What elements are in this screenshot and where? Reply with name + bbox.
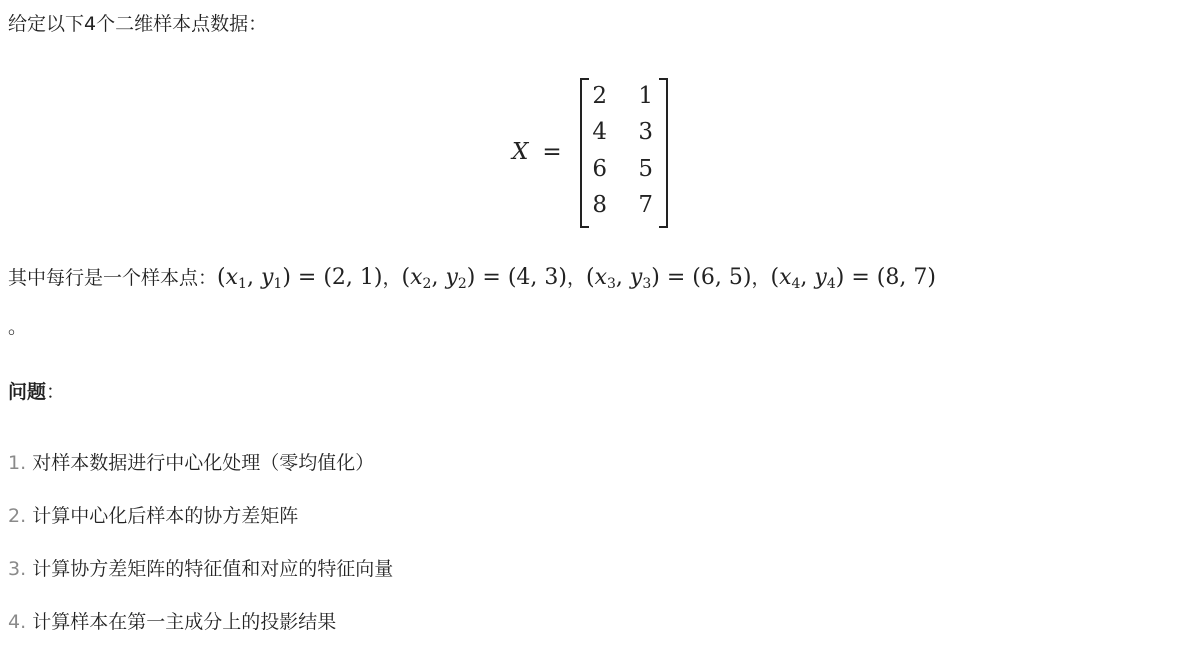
right-bracket (659, 78, 668, 228)
list-item: 3. 计算协方差矩阵的特征值和对应的特征向量 (8, 558, 394, 580)
matrix-name: X (512, 139, 529, 165)
list-item: 4. 计算样本在第一主成分上的投影结果 (8, 611, 337, 633)
sample-point: ($x_1$, $y_1) = (2$, 1) (217, 265, 383, 292)
list-item: 1. 对样本数据进行中心化处理（零均值化） (8, 452, 375, 474)
matrix-cell: 2 (592, 83, 607, 109)
sample-point: ($x_2$, $y_2) = (4$, 3) (401, 265, 567, 292)
matrix-cell: 6 (592, 156, 607, 182)
period-mark: 。 (8, 316, 28, 338)
list-item: 2. 计算中心化后样本的协方差矩阵 (8, 505, 299, 527)
question-heading: 问题： (8, 381, 66, 403)
matrix-cell: 7 (638, 192, 653, 218)
matrix-cell: 5 (638, 156, 653, 182)
equals-sign: = (542, 139, 562, 165)
matrix-equation (512, 78, 668, 226)
matrix-cell: 8 (592, 192, 607, 218)
matrix-body (580, 78, 668, 226)
matrix-cell: 1 (638, 83, 653, 109)
samples-prefix: 其中每行是一个样本点： (8, 267, 218, 289)
matrix-cell: 3 (638, 119, 653, 145)
sample-point: ($x_3$, $y_3) = (6$, 5) (585, 265, 752, 292)
matrix-cell: 4 (592, 119, 607, 145)
intro-text: 给定以下4个二维样本点数据： (8, 13, 268, 35)
samples-sentence: 其中每行是一个样本点：($x_1$, $y_1) = (2$, 1)，($x_2$, $y_2) = (4$, 3)，($x_3$, $y_3) = (6$, 5)，($x_4$, $y_4) = (8$, 7) (8, 265, 936, 292)
sample-point: ($x_4$, $y_4) = (8$, 7) (770, 265, 936, 292)
left-bracket (580, 78, 589, 228)
